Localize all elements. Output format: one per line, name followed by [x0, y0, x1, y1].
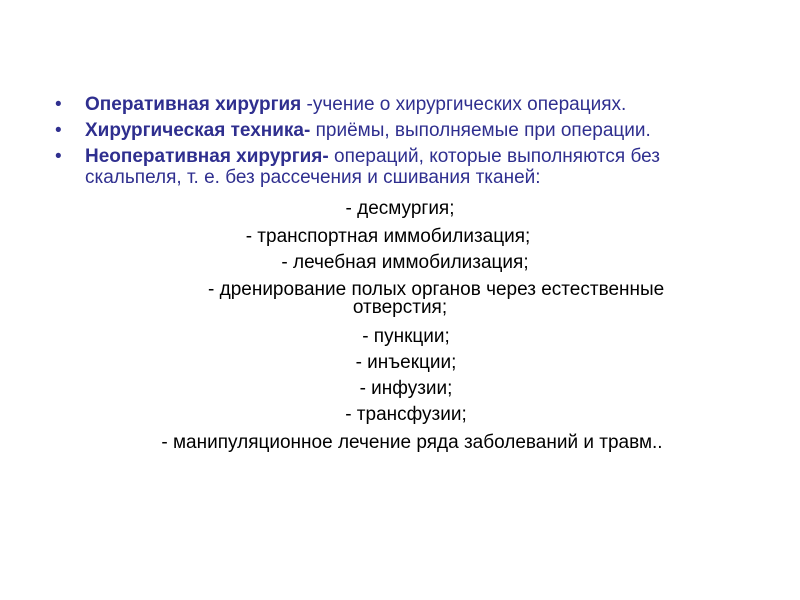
sublist-item-therapeutic-immobilization: - лечебная иммобилизация; — [281, 252, 529, 273]
sublist-item-infusions: - инфузии; — [359, 378, 453, 399]
sublist-item-punctures: - пункции; — [362, 326, 450, 347]
definition-non-operative-surgery: операций, которые выполняются без скальпеля, т. е. без рассечения и сшивания тканей: — [85, 146, 660, 188]
bullet-icon: • — [55, 120, 62, 141]
sublist-item-transport-immobilization: - транспортная иммобилизация; — [245, 226, 531, 247]
sublist-item-transfusions: - трансфузии; — [345, 404, 467, 425]
bullet-item-non-operative-surgery — [55, 146, 755, 188]
definition-surgical-technique: приёмы, выполняемые при операции. — [310, 120, 651, 141]
sublist-item-manipulation-treatment: - манипуляционное лечение ряда заболеваний и травм.. — [161, 432, 663, 453]
bullet-item-surgical-technique — [55, 120, 755, 141]
bullet-icon: • — [55, 146, 62, 167]
sublist-item-drainage-cont: отверстия; — [352, 297, 448, 318]
sublist-item-drainage: - дренирование полых органов через естественные — [208, 279, 665, 300]
bullet-item-operative-surgery — [55, 94, 755, 115]
bullet-icon: • — [55, 94, 62, 115]
term-non-operative-surgery: Неоперативная хирургия- — [85, 146, 329, 167]
sublist-item-desmurgy: - десмургия; — [345, 198, 455, 219]
definition-operative-surgery: -учение о хирургических операциях. — [301, 94, 627, 115]
definition-list — [55, 94, 755, 193]
sublist-item-injections: - инъекции; — [355, 352, 457, 373]
term-operative-surgery: Оперативная хирургия — [85, 94, 302, 115]
term-surgical-technique: Хирургическая техника- — [85, 120, 311, 141]
